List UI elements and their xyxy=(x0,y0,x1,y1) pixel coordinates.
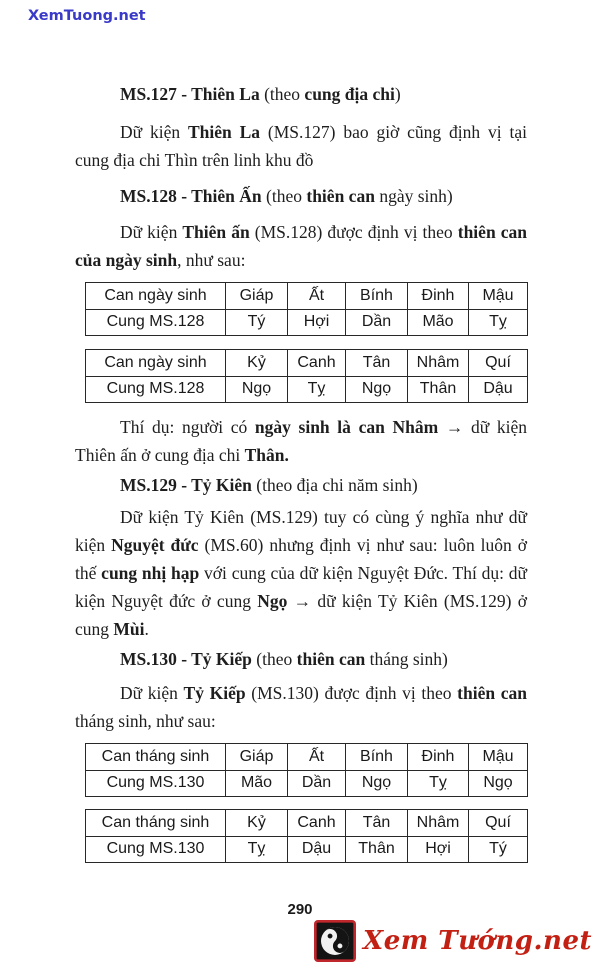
table-cell: Dần xyxy=(346,309,408,336)
table-cell: Can ngày sinh xyxy=(86,283,226,310)
paragraph-ms129: Dữ kiện Tỷ Kiên (MS.129) tuy có cùng ý nghĩa như dữ kiện Nguyệt đức (MS.60) nhưng định vị như sau: luôn luôn ở thế cung nhị hạp với cung của dữ kiện Nguyệt Đức. Thí dụ: dữ kiện Nguyệt đức ở cung Ngọ → dữ kiện Tỷ Kiên (MS.129) ở cung Mùi. xyxy=(75,507,528,639)
table-cell: Hợi xyxy=(408,836,469,863)
table-cell: Mão xyxy=(408,309,469,336)
table-cell: Nhâm xyxy=(408,350,469,377)
site-header-link[interactable]: XemTuong.net xyxy=(28,8,146,24)
table-row xyxy=(86,836,528,863)
table-cell: Can tháng sinh xyxy=(86,810,226,837)
table-cell: Cung MS.128 xyxy=(86,309,226,336)
table-cell: Đinh xyxy=(408,283,469,310)
table-cell: Giáp xyxy=(226,283,288,310)
paragraph-ms127: Dữ kiện Thiên La (MS.127) bao giờ cũng định vị tại cung địa chi Thìn trên linh khu đồ xyxy=(75,122,527,170)
table-row xyxy=(86,309,528,336)
paragraph-example-ms128: Thí dụ: người có ngày sinh là can Nhâm → dữ kiện Thiên ấn ở cung địa chi Thân. xyxy=(75,417,527,465)
table-ms128-stems-ky-qui xyxy=(85,349,528,403)
table-cell: Kỷ xyxy=(226,810,288,837)
table-row xyxy=(86,744,528,771)
table-cell: Tỵ xyxy=(408,770,469,797)
table-cell: Tỵ xyxy=(469,309,528,336)
table-ms130-stems-ky-qui xyxy=(85,809,528,863)
page-number: 290 xyxy=(287,901,313,918)
table-cell: Dậu xyxy=(469,376,528,403)
table-row xyxy=(86,376,528,403)
footer-logo-text: Xem Tướng.net xyxy=(363,926,592,956)
table-cell: Tân xyxy=(346,350,408,377)
table-cell: Tỵ xyxy=(288,376,346,403)
table-cell: Ngọ xyxy=(226,376,288,403)
table-ms128-stems-giap-mau xyxy=(85,282,528,336)
table-cell: Dần xyxy=(288,770,346,797)
table-ms130-stems-giap-mau xyxy=(85,743,528,797)
table-cell: Kỷ xyxy=(226,350,288,377)
table-cell: Tý xyxy=(469,836,528,863)
table-cell: Tân xyxy=(346,810,408,837)
table-row xyxy=(86,350,528,377)
table-cell: Canh xyxy=(288,810,346,837)
table-cell: Ngọ xyxy=(346,770,408,797)
table-cell: Bính xyxy=(346,744,408,771)
section-heading-ms130: MS.130 - Tỷ Kiếp (theo thiên can tháng sinh) xyxy=(120,649,448,669)
table-cell: Tý xyxy=(226,309,288,336)
table-cell: Cung MS.130 xyxy=(86,770,226,797)
table-cell: Ất xyxy=(288,283,346,310)
table-cell: Cung MS.130 xyxy=(86,836,226,863)
table-cell: Mão xyxy=(226,770,288,797)
table-row xyxy=(86,810,528,837)
table-cell: Quí xyxy=(469,350,528,377)
table-cell: Bính xyxy=(346,283,408,310)
table-cell: Mậu xyxy=(469,283,528,310)
table-cell: Canh xyxy=(288,350,346,377)
table-row xyxy=(86,283,528,310)
table-cell: Ất xyxy=(288,744,346,771)
table-cell: Thân xyxy=(408,376,469,403)
table-cell: Tỵ xyxy=(226,836,288,863)
table-cell: Can ngày sinh xyxy=(86,350,226,377)
table-cell: Hợi xyxy=(288,309,346,336)
table-cell: Can tháng sinh xyxy=(86,744,226,771)
table-cell: Cung MS.128 xyxy=(86,376,226,403)
table-cell: Nhâm xyxy=(408,810,469,837)
section-heading-ms127: MS.127 - Thiên La (theo cung địa chi) xyxy=(120,84,401,104)
section-heading-ms129: MS.129 - Tỷ Kiên (theo địa chi năm sinh) xyxy=(120,475,418,495)
paragraph-ms130: Dữ kiện Tỷ Kiếp (MS.130) được định vị theo thiên can tháng sinh, như sau: xyxy=(75,683,527,731)
section-heading-ms128: MS.128 - Thiên Ấn (theo thiên can ngày sinh) xyxy=(120,186,453,206)
yin-yang-icon xyxy=(314,920,356,962)
page-content xyxy=(75,84,527,863)
table-cell: Giáp xyxy=(226,744,288,771)
table-cell: Ngọ xyxy=(346,376,408,403)
footer-logo-link[interactable] xyxy=(314,920,592,962)
table-cell: Ngọ xyxy=(469,770,528,797)
table-cell: Thân xyxy=(346,836,408,863)
table-cell: Mậu xyxy=(469,744,528,771)
table-row xyxy=(86,770,528,797)
table-cell: Đinh xyxy=(408,744,469,771)
table-cell: Dậu xyxy=(288,836,346,863)
paragraph-ms128: Dữ kiện Thiên ấn (MS.128) được định vị theo thiên can của ngày sinh, như sau: xyxy=(75,222,527,270)
table-cell: Quí xyxy=(469,810,528,837)
